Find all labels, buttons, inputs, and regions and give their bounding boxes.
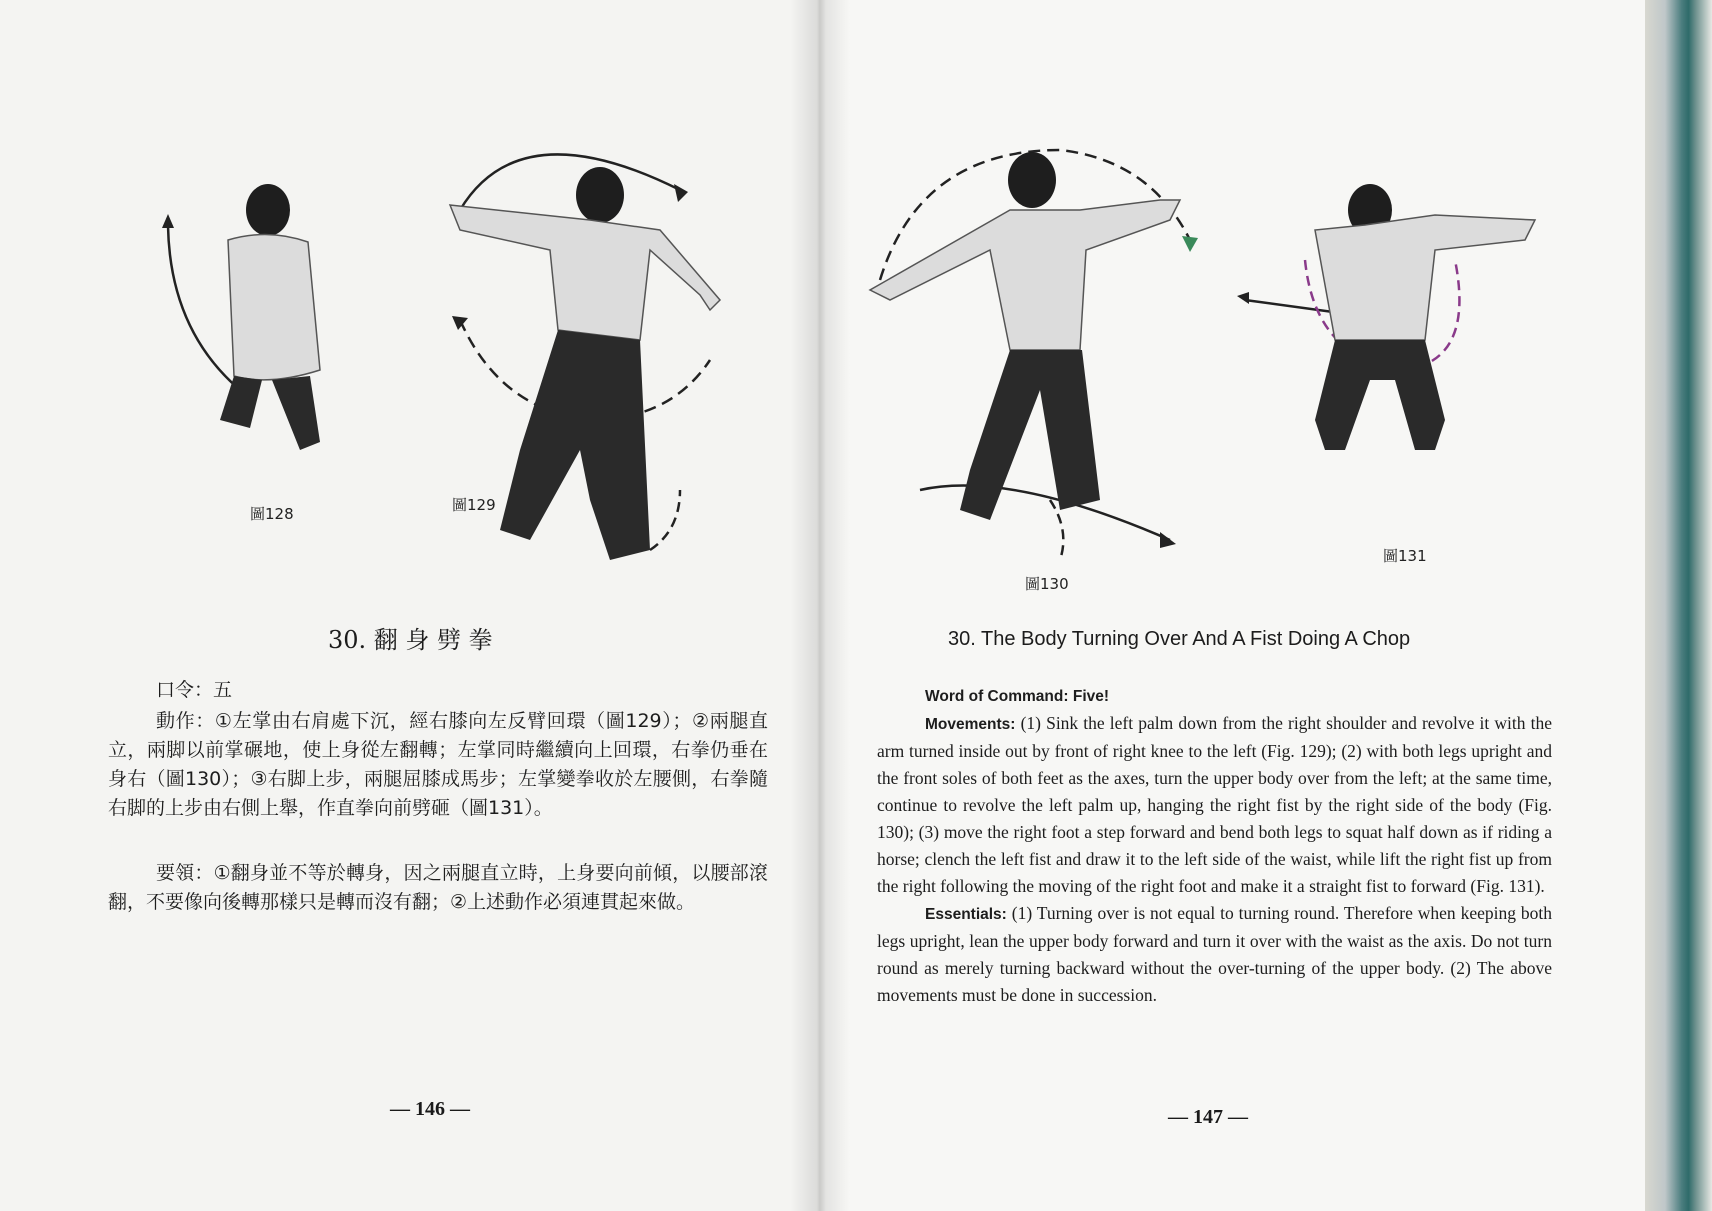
figure-131-illustration xyxy=(1235,180,1555,500)
figure-131-caption: 圖131 xyxy=(1383,547,1427,565)
book-edge xyxy=(1645,0,1712,1211)
essentials-text: (1) Turning over is not equal to turning round. Therefore when keeping both legs upright, lean the upper body forward and turn it over with the waist as the axis. Do not turn round as merely turning backward without the over-turning of the upper body. (2) The above movements must be done in succession. xyxy=(877,903,1553,1005)
figure-130-caption: 圖130 xyxy=(1025,575,1069,593)
page-number-right: — 147 — xyxy=(1168,1106,1248,1128)
command-value: Five! xyxy=(1072,688,1110,705)
section-title-english: 30. The Body Turning Over And A Fist Doing A Chop xyxy=(948,628,1411,650)
movements-text: (1) Sink the left palm down from the right shoulder and revolve it with the arm turned inside out by front of right knee to the left (Fig. 129); (2) with both legs upright and the front soles of both feet as the axes, turn the upper body over from the left; at the same time, continue to revolve the left palm up, hanging the right fist by the right side of the body (Fig. 130); (3) move the right foot a step forward and bend both legs to squat half down as if riding a horse; clench the left fist and draw it to the left side of the waist, while lift the right fist up from the right following the moving of the right foot and make it a straight fist to forward (Fig. 131). xyxy=(877,713,1552,896)
command-chinese: 口令：五 xyxy=(156,679,233,701)
figure-128-caption: 圖128 xyxy=(250,505,294,523)
figure-130-illustration xyxy=(860,140,1240,560)
section-title-chinese: 30. 翻 身 劈 拳 xyxy=(328,626,493,654)
command-label: Word of Command: xyxy=(925,688,1069,705)
command-paragraph xyxy=(877,682,1552,710)
essentials-paragraph xyxy=(877,900,1552,1009)
text-body-english xyxy=(877,682,1552,1009)
book-gutter xyxy=(790,0,850,1211)
essentials-label: Essentials: xyxy=(925,906,1007,923)
essentials-chinese: 要領：①翻身並不等於轉身，因之兩腿直立時，上身要向前傾，以腰部滾翻，不要像向後轉那樣只是轉而沒有翻；②上述動作必須連貫起來做。 xyxy=(108,862,768,913)
movements-label: Movements: xyxy=(925,716,1016,733)
movements-chinese: 動作：①左掌由右肩處下沉，經右膝向左反臂回環（圖129）；②兩腿直立，兩脚以前掌碾地，使上身從左翻轉；左掌同時繼續向上回環，右拳仍垂在身右（圖130）；③右脚上步，兩腿屈膝成馬步；左掌變拳收於左腰側，右拳隨右脚的上步由右側上舉，作直拳向前劈砸（圖131）。 xyxy=(108,710,768,819)
figure-128-illustration xyxy=(150,180,350,480)
figure-129-caption: 圖129 xyxy=(452,496,496,514)
page-number-left: — 146 — xyxy=(390,1098,470,1120)
movements-paragraph xyxy=(877,710,1552,900)
